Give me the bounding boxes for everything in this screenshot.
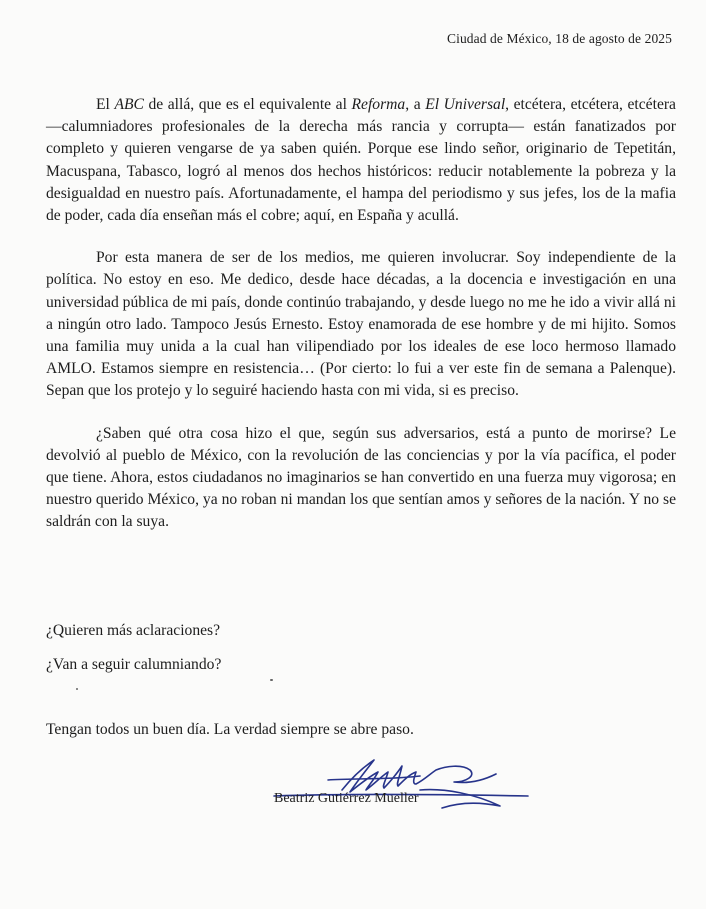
paper-speck <box>270 679 273 681</box>
p1-italic-abc: ABC <box>114 96 144 113</box>
p1-text-1: El <box>96 96 115 113</box>
letter-date: Ciudad de México, 18 de agosto de 2025 <box>446 31 672 46</box>
question-1: ¿Quieren más aclaraciones? <box>46 622 221 639</box>
closing-line: Tengan todos un buen día. La verdad siempre se abre paso. <box>46 721 414 738</box>
question-2: ¿Van a seguir calumniando? <box>46 656 222 673</box>
letter-body <box>46 94 676 554</box>
p1-italic-universal: El Universal <box>425 96 506 113</box>
paragraph-1 <box>46 94 676 227</box>
handwritten-signature <box>270 750 570 820</box>
p1-text-4: , etcétera, etcétera, etcétera —calumniadores profesionales de la derecha más rancia y corrupta— están fanatizados por completo y quieren vengarse de ya saben quién. Porque ese lindo señor, originario de Tepetitán, Macuspana, Tabasco, logró al menos dos hechos históricos: reducir notablemente la pobreza y la desigualdad en nuestro país. Afortunadamente, el hampa del periodismo y sus jefes, los de la mafia de poder, cada día enseñan más el cobre; aquí, en España y acullá. <box>46 96 676 225</box>
p1-text-2: de allá, que es el equivalente al <box>143 96 352 113</box>
paper-speck <box>76 688 78 690</box>
signatory-name: Beatriz Gutiérrez Mueller <box>274 791 419 806</box>
signature-icon <box>270 750 570 820</box>
p1-text-3: , a <box>405 96 426 113</box>
p1-italic-reforma: Reforma <box>351 96 406 113</box>
paragraph-2: Por esta manera de ser de los medios, me quieren involucrar. Soy independiente de la política. No estoy en eso. Me dedico, desde hace décadas, a la docencia e investigación en una universidad pública de mi país, donde continúo trabajando, y desde luego no me he ido a vivir allá ni a ningún otro lado. Tampoco Jesús Ernesto. Estoy enamorada de ese hombre y de mi hijito. Somos una familia muy unida a la cual han vilipendiado por los ideales de ese loco hermoso llamado AMLO. Estamos siempre en resistencia… (Por cierto: lo fui a ver este fin de semana a Palenque). Sepan que los protejo y lo seguiré haciendo hasta con mi vida, si es preciso. <box>46 249 676 400</box>
paragraph-3: ¿Saben qué otra cosa hizo el que, según sus adversarios, está a punto de morirse? Le devolvió al pueblo de México, con la revolución de las conciencias y por la vía pacífica, el poder que tiene. Ahora, estos ciudadanos no imaginarios se han convertido en una fuerza muy vigorosa; en nuestro querido México, ya no roban ni mandan los que sentían amos y señores de la nación. Y no se saldrán con la suya. <box>46 424 676 531</box>
